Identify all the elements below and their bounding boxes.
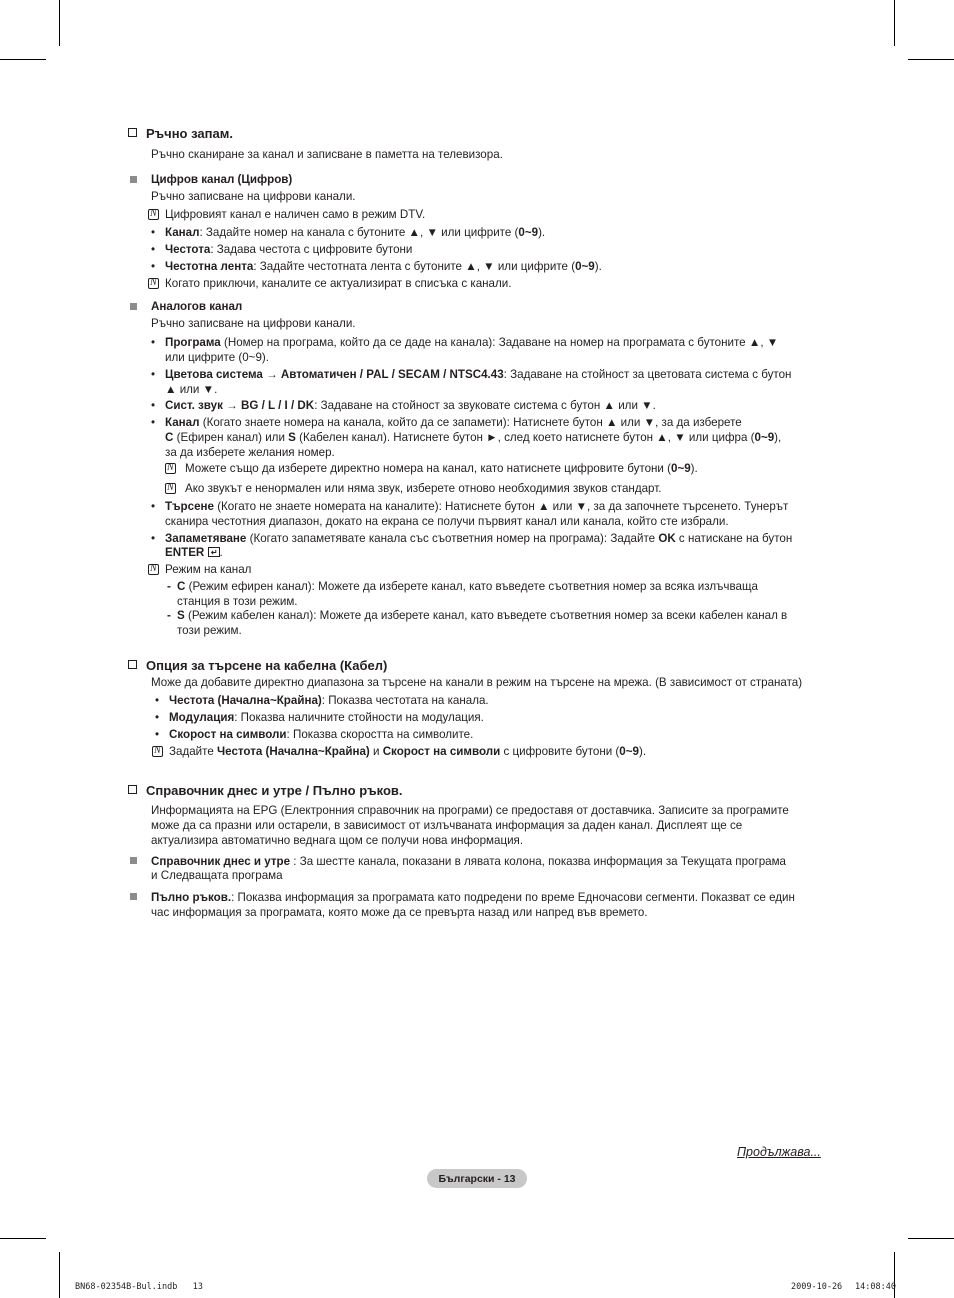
bullet-search: Търсене (Когато не знаете номерата на каналите): Натиснете бутон ▲ или ▼, за да започнете търсенето. Тунерът xyxy=(165,500,789,513)
crop-mark xyxy=(908,59,954,60)
note-icon xyxy=(165,463,176,474)
bullet-dot: • xyxy=(151,416,156,429)
enter-icon: ↵ xyxy=(208,547,220,557)
analog-description: Ръчно записване на цифрови канали. xyxy=(151,317,356,330)
mode-item-s-cont: този режим. xyxy=(177,624,242,637)
bullet-store-cont: ENTER ↵ . xyxy=(165,546,223,559)
bullet-dot: • xyxy=(151,500,156,513)
bullet-channel-analog: Канал (Когато знаете номера на канала, който да се запамети): Натиснете бутон ▲ или ▼, за да изберете xyxy=(165,416,742,429)
epg-paragraph-line: Информацията на EPG (Електронния справочник на програми) се предоставя от доставчика. Записите за програмите xyxy=(151,804,789,817)
bullet-search-cont: сканира честотния диапазон, докато на екрана се получи първият канал или канала, който сте избрали. xyxy=(165,515,729,528)
bullet-color-system-cont: ▲ или ▼. xyxy=(165,383,218,396)
guide-now-next-cont: и Следващата програма xyxy=(151,869,283,882)
bullet-frequency: Честота: Задава честота с цифровите бутони xyxy=(165,243,413,256)
section-description: Може да добавите директно диапазона за търсене на канали в режим на търсене на мрежа. (В зависимост от страната) xyxy=(151,676,803,689)
crop-mark xyxy=(894,0,895,46)
bullet-dot: • xyxy=(151,226,156,239)
epg-paragraph-line: актуализира автоматично веднага щом се получи нова информация. xyxy=(151,834,524,847)
crop-mark xyxy=(59,0,60,46)
print-date: 2009-10-26 xyxy=(791,1282,843,1292)
bullet-symbol-rate: Скорост на символи: Показва скоростта на символите. xyxy=(169,728,474,741)
crop-mark xyxy=(0,1238,46,1239)
subheading-digital-channel: Цифров канал (Цифров) xyxy=(151,173,293,186)
bullet-color-system: Цветова система → Автоматичен / PAL / SECAM / NTSC4.43: Задаване на стойност за цветовата система с бутон xyxy=(165,368,792,381)
bullet-dot: • xyxy=(155,711,160,724)
bullet-dot: • xyxy=(155,728,160,741)
mode-item-c-cont: станция в този режим. xyxy=(177,595,298,608)
gray-square-icon xyxy=(130,176,137,183)
bullet-dot: • xyxy=(151,532,156,545)
bullet-sound-system: Сист. звук → BG / L / I / DK: Задаване на стойност за звуковате система с бутон ▲ или ▼. xyxy=(165,399,656,412)
section-heading-guide: Справочник днес и утре / Пълно ръков. xyxy=(128,783,403,798)
checkbox-square-icon xyxy=(128,128,137,137)
bullet-frequency-range: Честота (Начална~Крайна): Показва честотата на канала. xyxy=(169,694,489,707)
note-icon xyxy=(165,483,176,494)
gray-square-icon xyxy=(130,303,137,310)
bullet-modulation: Модулация: Показва наличните стойности на модулация. xyxy=(169,711,484,724)
bullet-program-cont: или цифрите (0~9). xyxy=(165,351,269,364)
note-text: Ако звукът е ненормален или няма звук, изберете отново необходимия звуков стандарт. xyxy=(185,482,662,495)
crop-mark xyxy=(908,1238,954,1239)
bullet-channel-analog-line3: за да изберете желания номер. xyxy=(165,446,335,459)
full-guide: Пълно ръков.: Показва информация за програмата като подредени по време Едночасови сегменти. Показват се един xyxy=(151,891,795,904)
page-number-pill xyxy=(427,1169,527,1188)
note-icon xyxy=(152,746,163,757)
bullet-bandwidth: Честотна лента: Задайте честотната лента с бутоните ▲, ▼ или цифрите (0~9). xyxy=(165,260,602,273)
note-icon xyxy=(148,278,159,289)
dash: - xyxy=(167,609,171,622)
note-icon xyxy=(148,564,159,575)
section-heading-cable-search: Опция за търсене на кабелна (Кабел) xyxy=(128,658,387,673)
section-description: Ръчно сканиране за канал и записване в паметта на телевизора. xyxy=(151,148,503,161)
crop-mark xyxy=(0,59,46,60)
continues-label: Продължава... xyxy=(737,1145,821,1159)
guide-now-next: Справочник днес и утре : За шестте канала, показани в лявата колона, показва информация за Текущата програма xyxy=(151,855,787,868)
note-text: Задайте Честота (Начална~Крайна) и Скорост на символи с цифровите бутони (0~9). xyxy=(169,745,647,758)
bullet-store: Запаметяване (Когато запаметявате канала със съответния номер на програма): Задайте OK с натискане на бутон xyxy=(165,532,793,545)
subheading-analog-channel: Аналогов канал xyxy=(151,300,243,313)
print-time: 14:08:40 xyxy=(855,1282,896,1292)
dash: - xyxy=(167,580,171,593)
bullet-dot: • xyxy=(151,260,156,273)
digital-description: Ръчно записване на цифрови канали. xyxy=(151,190,356,203)
note-text: Когато приключи, каналите се актуализират в списъка с канали. xyxy=(165,277,512,290)
note-text: Цифровият канал е наличен само в режим DTV. xyxy=(165,208,426,221)
crop-mark xyxy=(59,1252,60,1298)
bullet-channel: Канал: Задайте номер на канала с бутоните ▲, ▼ или цифрите (0~9). xyxy=(165,226,546,239)
note-channel-mode: Режим на канал xyxy=(165,563,252,576)
bullet-dot: • xyxy=(151,243,156,256)
gray-square-icon xyxy=(130,857,137,864)
bullet-channel-analog-line2: C (Ефирен канал) или S (Кабелен канал). Натиснете бутон ►, след което натиснете бутон ▲, ▼ или цифра (0~9), xyxy=(165,431,782,444)
note-icon xyxy=(148,209,159,220)
gray-square-icon xyxy=(130,893,137,900)
page-number: Български - 13 xyxy=(438,1173,516,1185)
checkbox-square-icon xyxy=(128,660,137,669)
section-heading-manual-store: Ръчно запам. xyxy=(128,126,233,141)
epg-paragraph-line: може да са празни или остарели, в зависимост от излъчваната информация за даден канал. Дисплеят ще се xyxy=(151,819,743,832)
bullet-dot: • xyxy=(155,694,160,707)
bullet-dot: • xyxy=(151,399,156,412)
file-name: BN68-02354B-Bul.indb 13 xyxy=(75,1282,203,1292)
bullet-dot: • xyxy=(151,368,156,381)
full-guide-cont: час информация за програмата, която може да се превърта назад или напред във времето. xyxy=(151,906,648,919)
mode-item-c: C (Режим ефирен канал): Можете да изберете канал, като въведете съответния номер за всяка излъчваща xyxy=(177,580,758,593)
checkbox-square-icon xyxy=(128,785,137,794)
mode-item-s: S (Режим кабелен канал): Можете да изберете канал, като въведете съответния номер за всеки кабелен канал в xyxy=(177,609,788,622)
note-text: Можете също да изберете директно номера на канал, като натиснете цифровите бутони (0~9). xyxy=(185,462,698,475)
bullet-dot: • xyxy=(151,336,156,349)
bullet-program: Програма (Номер на програма, който да се даде на канала): Задаване на номер на програмата с бутоните ▲, ▼ xyxy=(165,336,779,349)
